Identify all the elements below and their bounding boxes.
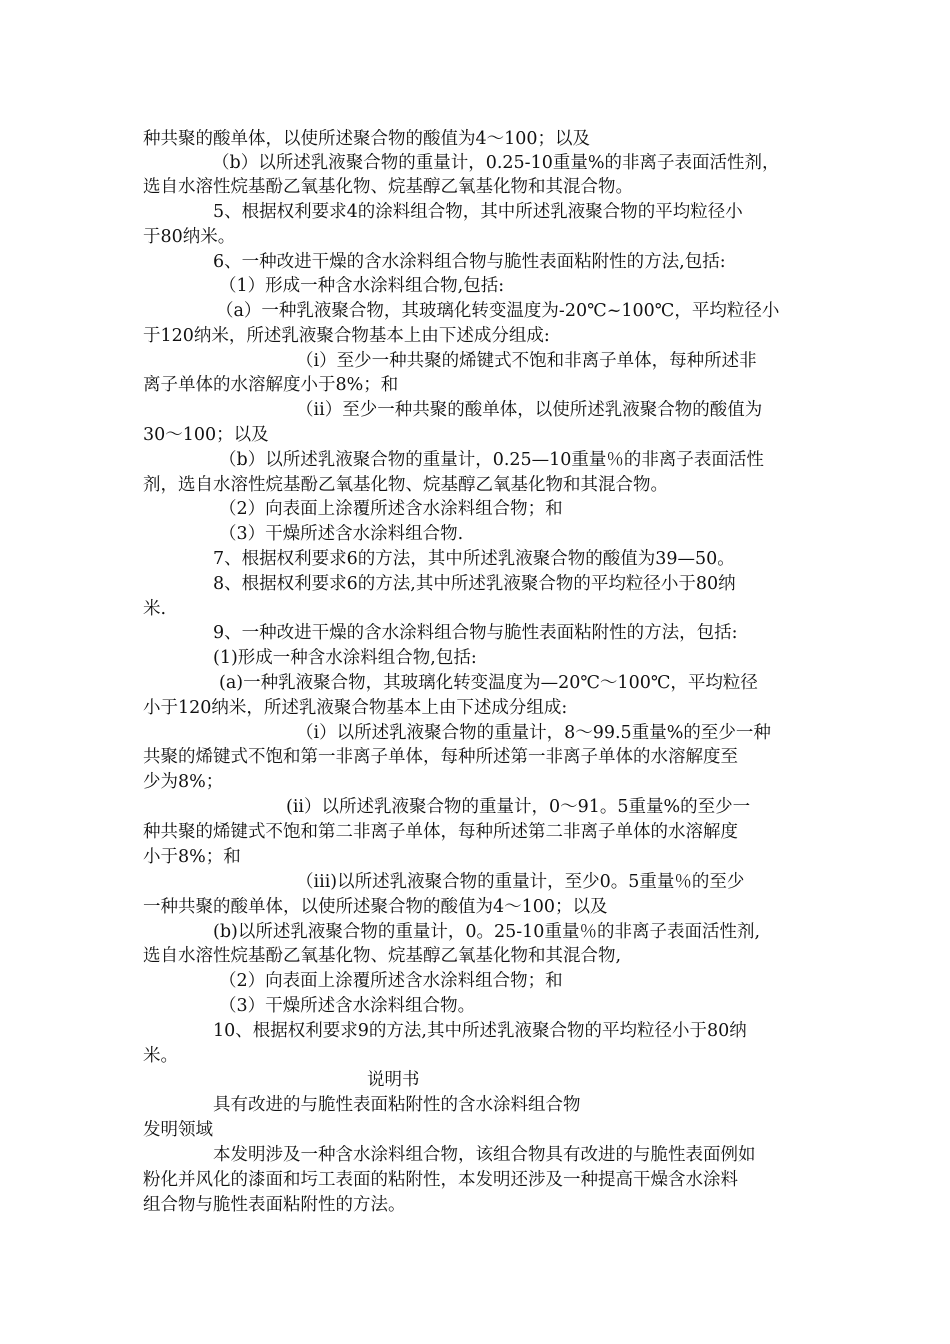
text-line: 选自水溶性烷基酚乙氧基化物、烷基醇乙氧基化物和其混合物, [143,946,622,966]
text-line: (b)以所述乳液聚合物的重量计，0。25-10重量％的非离子表面活性剂, [213,922,761,942]
text-line: （2）向表面上涂覆所述含水涂料组合物；和 [219,499,563,519]
text-line: （b）以所述乳液聚合物的重量计，0.25—10重量％的非离子表面活性 [219,450,764,470]
text-line: (ii）以所述乳液聚合物的重量计，0～91。5重量%的至少一 [286,797,751,817]
text-line: 小于8%；和 [143,847,241,867]
text-line: 种共聚的酸单体，以使所述聚合物的酸值为4～100；以及 [143,129,591,149]
text-line: (1)形成一种含水涂料组合物,包括: [213,648,477,668]
text-line: （1）形成一种含水涂料组合物,包括: [219,276,505,296]
text-line: （3）干燥所述含水涂料组合物. [219,524,464,544]
text-line: 30～100；以及 [143,425,269,445]
text-line: （ii）至少一种共聚的酸单体，以使所述乳液聚合物的酸值为 [296,400,763,420]
text-line: 6、一种改进干燥的含水涂料组合物与脆性表面粘附性的方法,包括: [213,252,726,272]
text-line: 米. [143,599,167,619]
text-line: 一种共聚的酸单体，以使所述聚合物的酸值为4～100；以及 [143,897,608,917]
text-line: 8、根据权利要求6的方法,其中所述乳液聚合物的平均粒径小于80纳 [213,574,736,594]
document-title: 具有改进的与脆性表面粘附性的含水涂料组合物 [213,1095,581,1115]
text-line: 离子单体的水溶解度小于8%；和 [143,375,399,395]
text-line: 于80纳米。 [143,227,236,247]
text-line: （i）至少一种共聚的烯键式不饱和非离子单体，每种所述非 [296,351,757,371]
text-line: （3）干燥所述含水涂料组合物。 [219,996,476,1016]
text-line: （a）一种乳液聚合物，其玻璃化转变温度为-20℃~100℃，平均粒径小 [216,301,780,321]
text-line: 小于120纳米，所述乳液聚合物基本上由下述成分组成: [143,698,568,718]
text-line: （iii)以所述乳液聚合物的重量计，至少0。5重量％的至少 [296,872,745,892]
text-line: 粉化并风化的漆面和圬工表面的粘附性，本发明还涉及一种提高干燥含水涂料 [143,1170,738,1190]
text-line: 共聚的烯键式不饱和第一非离子单体，每种所述第一非离子单体的水溶解度至 [143,747,738,767]
text-line: 5、根据权利要求4的涂料组合物，其中所述乳液聚合物的平均粒径小 [213,202,743,222]
text-line: 本发明涉及一种含水涂料组合物，该组合物具有改进的与脆性表面例如 [213,1145,756,1165]
section-heading: 发明领域 [143,1120,213,1140]
text-line: 组合物与脆性表面粘附性的方法。 [143,1195,406,1215]
text-line: （i）以所述乳液聚合物的重量计，8～99.5重量%的至少一种 [296,723,771,743]
text-line: （b）以所述乳液聚合物的重量计，0.25-10重量%的非离子表面活性剂， [212,153,780,173]
text-line: 7、根据权利要求6的方法，其中所述乳液聚合物的酸值为39—50。 [213,549,735,569]
text-line: 选自水溶性烷基酚乙氧基化物、烷基醇乙氧基化物和其混合物。 [143,177,633,197]
text-line: (a)一种乳液聚合物，其玻璃化转变温度为—20℃～100℃，平均粒径 [219,673,758,693]
text-line: 少为8%； [143,772,224,792]
text-line: 米。 [143,1046,178,1066]
text-line: （2）向表面上涂覆所述含水涂料组合物；和 [219,971,563,991]
text-line: 于120纳米，所述乳液聚合物基本上由下述成分组成: [143,326,550,346]
section-heading: 说明书 [367,1070,420,1090]
text-line: 种共聚的烯键式不饱和第二非离子单体，每种所述第二非离子单体的水溶解度 [143,822,738,842]
text-line: 10、根据权利要求9的方法,其中所述乳液聚合物的平均粒径小于80纳 [213,1021,747,1041]
text-line: 剂，选自水溶性烷基酚乙氧基化物、烷基醇乙氧基化物和其混合物。 [143,475,668,495]
text-line: 9、一种改进干燥的含水涂料组合物与脆性表面粘附性的方法，包括: [213,623,738,643]
